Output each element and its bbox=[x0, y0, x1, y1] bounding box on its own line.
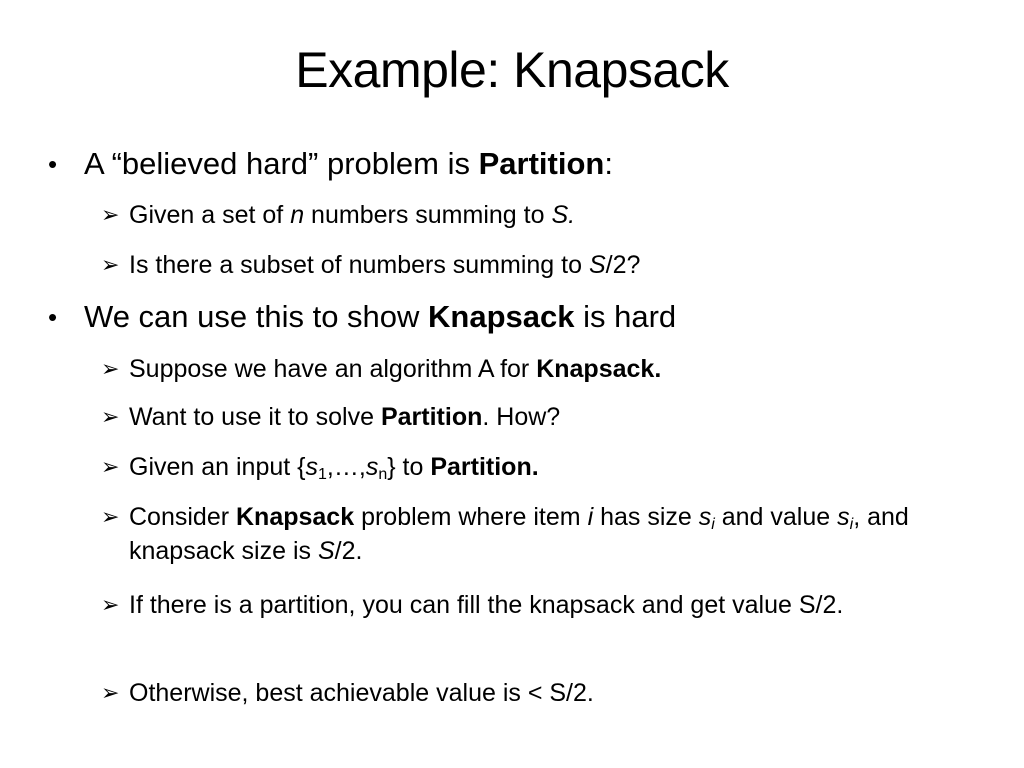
slide-title: Example: Knapsack bbox=[295, 42, 729, 98]
bullet-item bbox=[48, 145, 613, 183]
sub-bullet-text: Consider Knapsack problem where item i has size $s_i$ and value $s_i$, and knapsack size is S/2. bbox=[129, 503, 909, 565]
bullet-icon: • bbox=[48, 149, 58, 179]
bullet-item bbox=[48, 298, 677, 336]
sub-bullet-text: Given an input $\{s_1,\dots,s_n\}$ to Partition. bbox=[129, 453, 539, 483]
sub-bullet-text: Given a set of n numbers summing to S. bbox=[129, 201, 576, 229]
arrow-bullet-icon: ➢ bbox=[101, 356, 120, 381]
bullet-icon: • bbox=[48, 302, 58, 332]
arrow-bullet-icon: ➢ bbox=[101, 504, 120, 529]
arrow-bullet-icon: ➢ bbox=[101, 252, 120, 277]
arrow-bullet-icon: ➢ bbox=[101, 454, 120, 479]
sub-bullet-text: Otherwise, best achievable value is < S/2. bbox=[129, 679, 594, 707]
bullet-text: A “believed hard” problem is Partition: bbox=[84, 146, 613, 181]
arrow-bullet-icon: ➢ bbox=[101, 680, 120, 705]
sub-bullet-item bbox=[101, 352, 959, 386]
sub-bullet-text: Suppose we have an algorithm A for Knapsack. bbox=[129, 355, 662, 383]
sub-bullet-text: Want to use it to solve Partition. How? bbox=[129, 403, 561, 431]
sub-bullet-item bbox=[101, 500, 959, 568]
arrow-bullet-icon: ➢ bbox=[101, 404, 120, 429]
bullet-text: We can use this to show Knapsack is hard bbox=[84, 299, 677, 334]
sub-bullet-item bbox=[101, 248, 959, 282]
sub-bullet-item bbox=[101, 198, 959, 232]
arrow-bullet-icon: ➢ bbox=[101, 592, 120, 617]
sub-bullet-text: Is there a subset of numbers summing to S/2? bbox=[129, 251, 641, 279]
sub-bullet-item bbox=[101, 676, 959, 710]
sub-bullet-text: If there is a partition, you can fill the knapsack and get value S/2. bbox=[129, 591, 844, 619]
sub-bullet-item bbox=[101, 588, 959, 622]
arrow-bullet-icon: ➢ bbox=[101, 202, 120, 227]
sub-bullet-item bbox=[101, 450, 959, 484]
sub-bullet-item bbox=[101, 400, 959, 434]
